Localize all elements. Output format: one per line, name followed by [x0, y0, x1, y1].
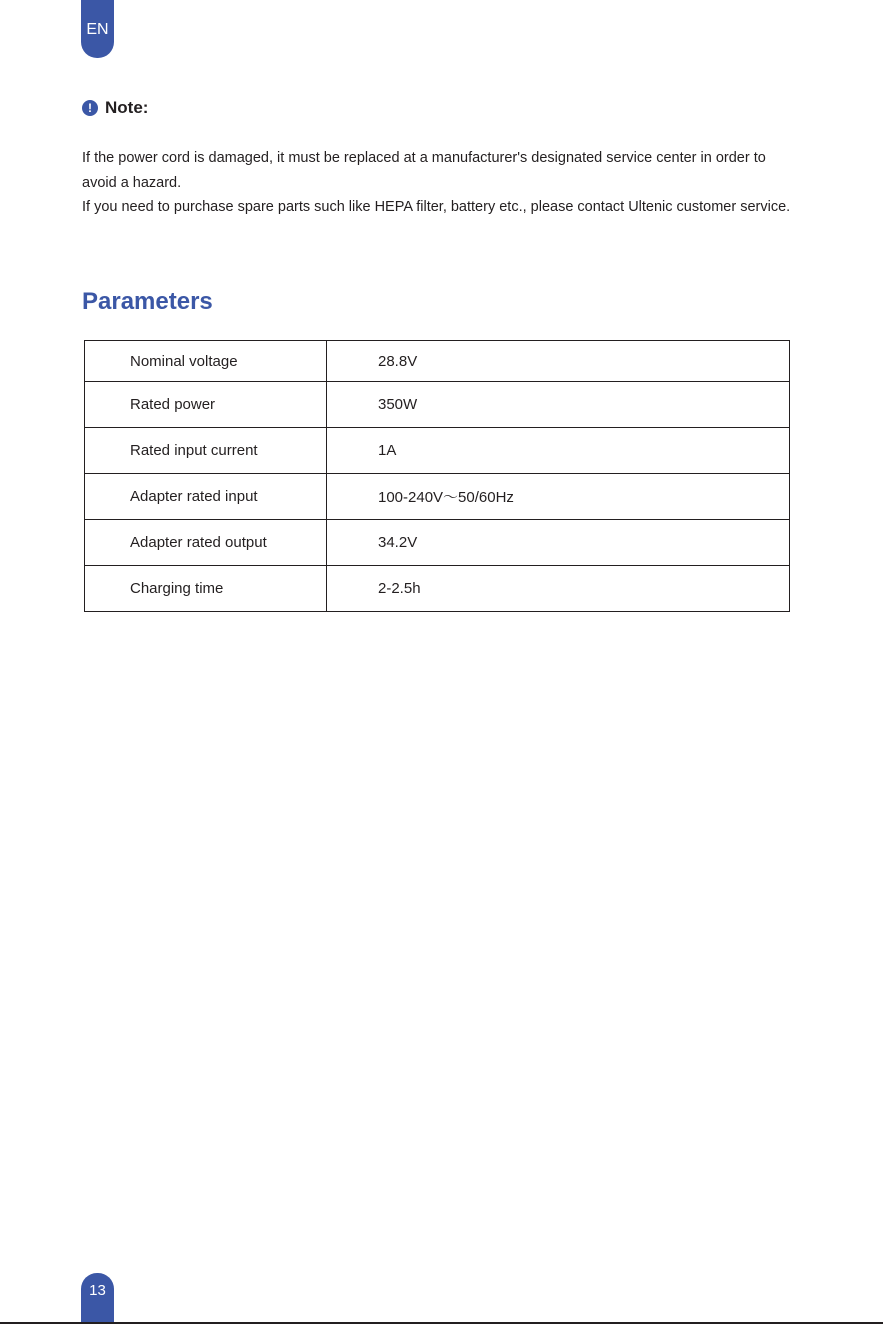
parameters-table — [84, 340, 790, 612]
note-paragraph: If you need to purchase spare parts such like HEPA filter, battery etc., please contact Ultenic customer service. — [82, 199, 791, 215]
language-tab: EN — [81, 0, 114, 58]
table-row — [85, 382, 790, 428]
parameter-label: Nominal voltage — [85, 341, 327, 382]
parameter-value: 350W — [327, 382, 790, 428]
parameter-label: Adapter rated input — [85, 474, 327, 520]
parameter-label: Adapter rated output — [85, 520, 327, 566]
note-heading — [82, 96, 148, 120]
parameter-value: 34.2V — [327, 520, 790, 566]
parameter-value: 1A — [327, 428, 790, 474]
parameter-value: 100-240V～50/60Hz — [327, 474, 790, 520]
exclamation-icon: ! — [82, 100, 98, 116]
parameters-title: Parameters — [82, 288, 213, 315]
parameter-value: 28.8V — [327, 341, 790, 382]
table-row — [85, 428, 790, 474]
table-row — [85, 566, 790, 612]
note-paragraph: If the power cord is damaged, it must be replaced at a manufacturer's designated service center in order to avoid a hazard. — [82, 150, 766, 191]
parameter-label: Rated power — [85, 382, 327, 428]
note-body — [82, 146, 802, 220]
parameter-label: Charging time — [85, 566, 327, 612]
table-row — [85, 341, 790, 382]
note-title: Note: — [105, 98, 149, 117]
parameter-value: 2-2.5h — [327, 566, 790, 612]
parameter-label: Rated input current — [85, 428, 327, 474]
table-row — [85, 474, 790, 520]
page-number: 13 — [81, 1273, 114, 1324]
table-row — [85, 520, 790, 566]
